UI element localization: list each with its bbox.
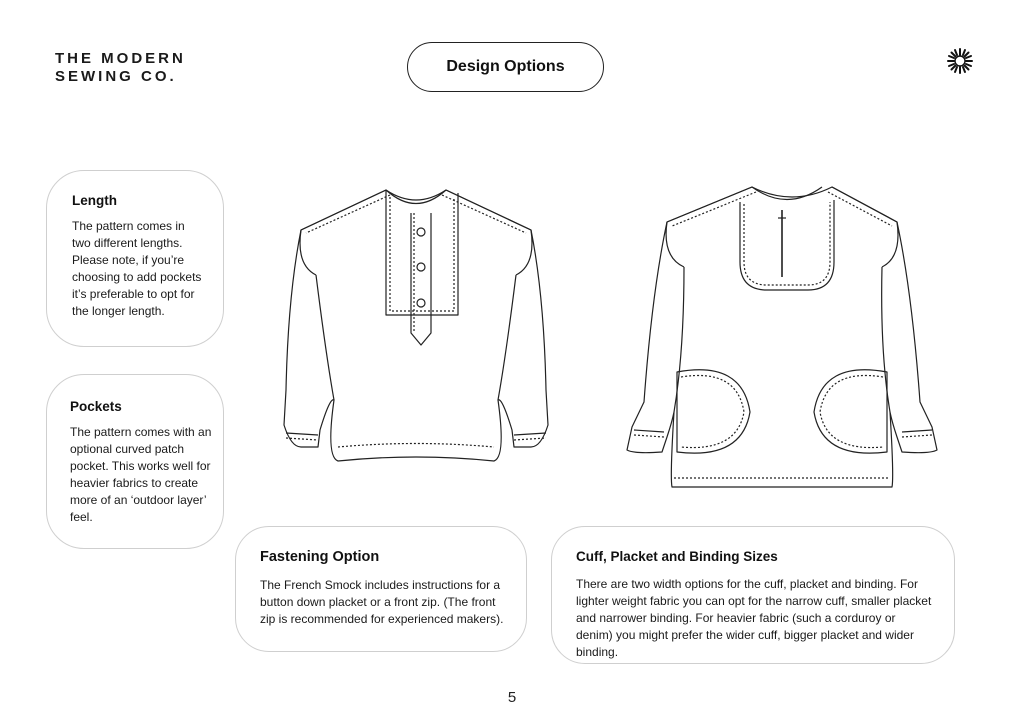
- cuff-card: [551, 526, 955, 664]
- cuff-body: There are two width options for the cuff, placket and binding. For lighter weight fabric you can opt for the narrow cuff, smaller placket and narrower binding. For heavier fabric (such a corduroy or denim) you might prefer the wider cuff, bigger placket and wider binding.: [576, 577, 932, 659]
- page-title: [407, 42, 604, 92]
- button-placket-smock-icon: [266, 185, 566, 470]
- length-heading: Length: [72, 193, 117, 208]
- fastening-card: [235, 526, 527, 652]
- pockets-card: [46, 374, 224, 549]
- page-number: 5: [507, 689, 517, 706]
- cuff-heading: Cuff, Placket and Binding Sizes: [576, 549, 778, 564]
- sun-burst-icon: [946, 47, 974, 75]
- brand-line-1: THE MODERN: [55, 50, 186, 67]
- length-card: [46, 170, 224, 347]
- zip-pocket-smock-icon: [622, 182, 942, 492]
- page-title-text: Design Options: [446, 58, 565, 75]
- pockets-heading: Pockets: [70, 399, 122, 414]
- brand-logo: [55, 50, 186, 86]
- fastening-heading: Fastening Option: [260, 549, 380, 565]
- brand-line-2: SEWING CO.: [55, 68, 177, 85]
- length-body: The pattern comes in two different lengths. Please note, if you’re choosing to add pockets it’s preferable to opt for the longer length.: [72, 219, 202, 318]
- fastening-body: The French Smock includes instructions for a button down placket or a front zip. (The front zip is recommended for experienced makers).: [260, 578, 504, 626]
- pockets-body: The pattern comes with an optional curved patch pocket. This works well for heavier fabrics to create more of an ‘outdoor layer’ feel.: [70, 425, 212, 524]
